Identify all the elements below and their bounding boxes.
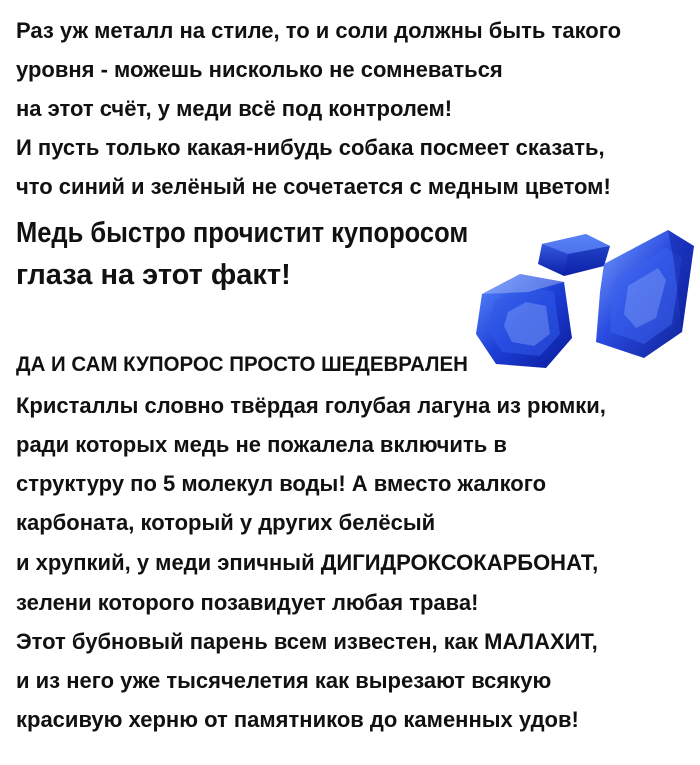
body-line: красивую херню от памятников до каменных удов! [16,707,579,732]
body-line: карбоната, который у других белёсый [16,510,436,535]
intro-line: Раз уж металл на стиле, то и соли должны быть такого [16,18,622,43]
body-line: и из него уже тысячелетия как вырезают всякую [16,668,552,693]
body-line: Кристаллы словно твёрдая голубая лагуна из рюмки, [16,393,606,418]
highlight-line: Медь быстро прочистит купоросом [16,217,469,249]
body-line: зелени которого позавидует любая трава! [16,590,479,615]
intro-line: И пусть только какая-нибудь собака посмеет сказать, [16,135,605,160]
body-line: Этот бубновый парень всем известен, как МАЛАХИТ, [16,629,598,654]
highlight-line: глаза на этот факт! [16,259,291,291]
crystal-left [476,274,572,368]
crystal-right [596,230,694,358]
body-line: и хрупкий, у меди эпичный ДИГИДРОКСОКАРБОНАТ, [16,550,599,575]
body-line: структуру по 5 молекул воды! А вместо жалкого [16,471,547,496]
crystals-image [468,222,700,374]
intro-line: на этот счёт, у меди всё под контролем! [16,96,453,121]
intro-line: что синий и зелёный не сочетается с медным цветом! [16,174,611,199]
body-line: ради которых медь не пожалела включить в [16,432,507,457]
intro-line: уровня - можешь нисколько не сомневаться [16,57,503,82]
section-heading: ДА И САМ КУПОРОС ПРОСТО ШЕДЕВРАЛЕН [16,353,468,376]
crystal-small [538,234,610,276]
